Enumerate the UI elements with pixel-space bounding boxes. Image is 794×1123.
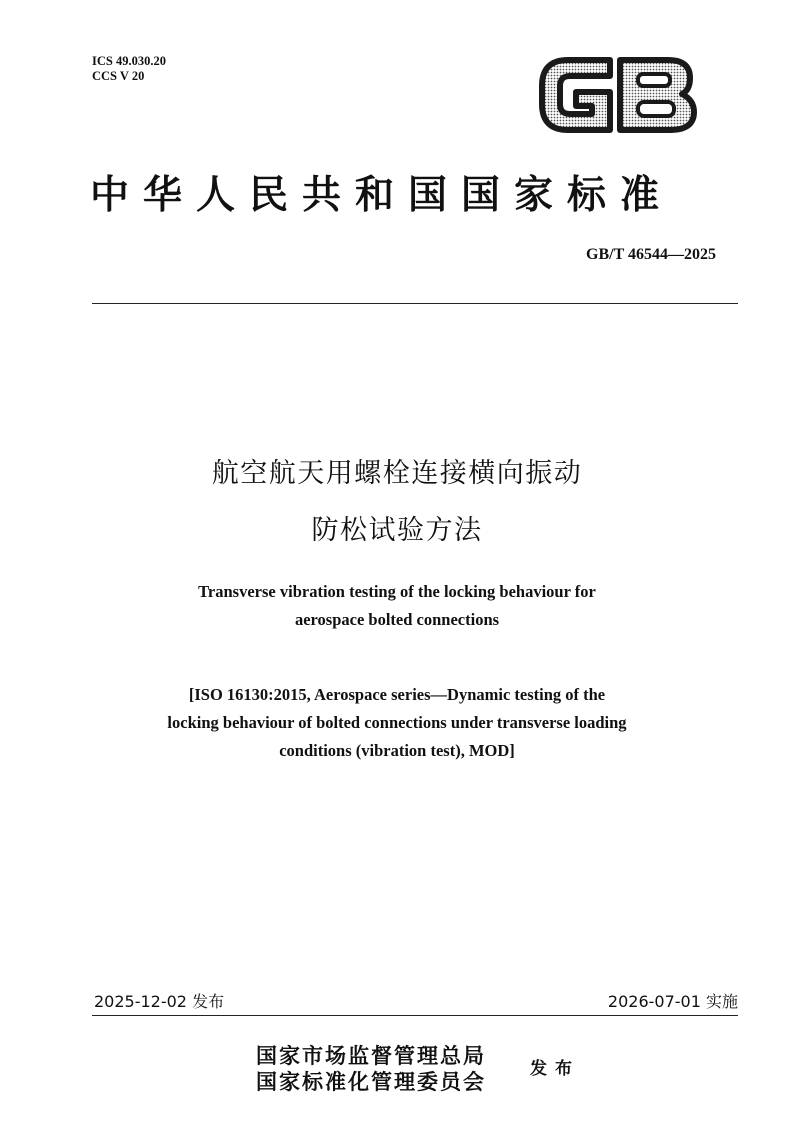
ics-code: ICS 49.030.20 bbox=[92, 54, 166, 68]
english-title-line-2: aerospace bolted connections bbox=[294, 610, 500, 629]
gb-logo bbox=[538, 50, 698, 140]
country-standard-heading: 中华人民共和国国家标准 bbox=[90, 172, 674, 218]
implementation-date: 2026-07-01 实施 bbox=[607, 992, 738, 1011]
chinese-title-line-1: 航空航天用螺栓连接横向振动 bbox=[211, 458, 583, 489]
ccs-code: CCS V 20 bbox=[92, 69, 145, 83]
standard-number: GB/T 46544—2025 bbox=[586, 246, 716, 263]
iso-reference-line-1: [ISO 16130:2015, Aerospace series—Dynamic testing of the bbox=[188, 685, 606, 704]
issue-date: 2025-12-02 发布 bbox=[94, 992, 225, 1011]
header-divider bbox=[92, 303, 738, 304]
classification-codes bbox=[92, 54, 166, 84]
issue-word: 发布 bbox=[530, 1059, 580, 1079]
iso-reference-line-3: conditions (vibration test), MOD] bbox=[279, 741, 515, 760]
english-title-line-1: Transverse vibration testing of the locking behaviour for bbox=[198, 582, 596, 601]
issuer-line-1: 国家市场监督管理总局 bbox=[256, 1043, 486, 1068]
chinese-title-line-2: 防松试验方法 bbox=[311, 515, 483, 546]
footer-divider bbox=[92, 1015, 738, 1016]
iso-reference-line-2: locking behaviour of bolted connections under transverse loading bbox=[167, 713, 627, 732]
issuer-line-2: 国家标准化管理委员会 bbox=[256, 1069, 486, 1094]
